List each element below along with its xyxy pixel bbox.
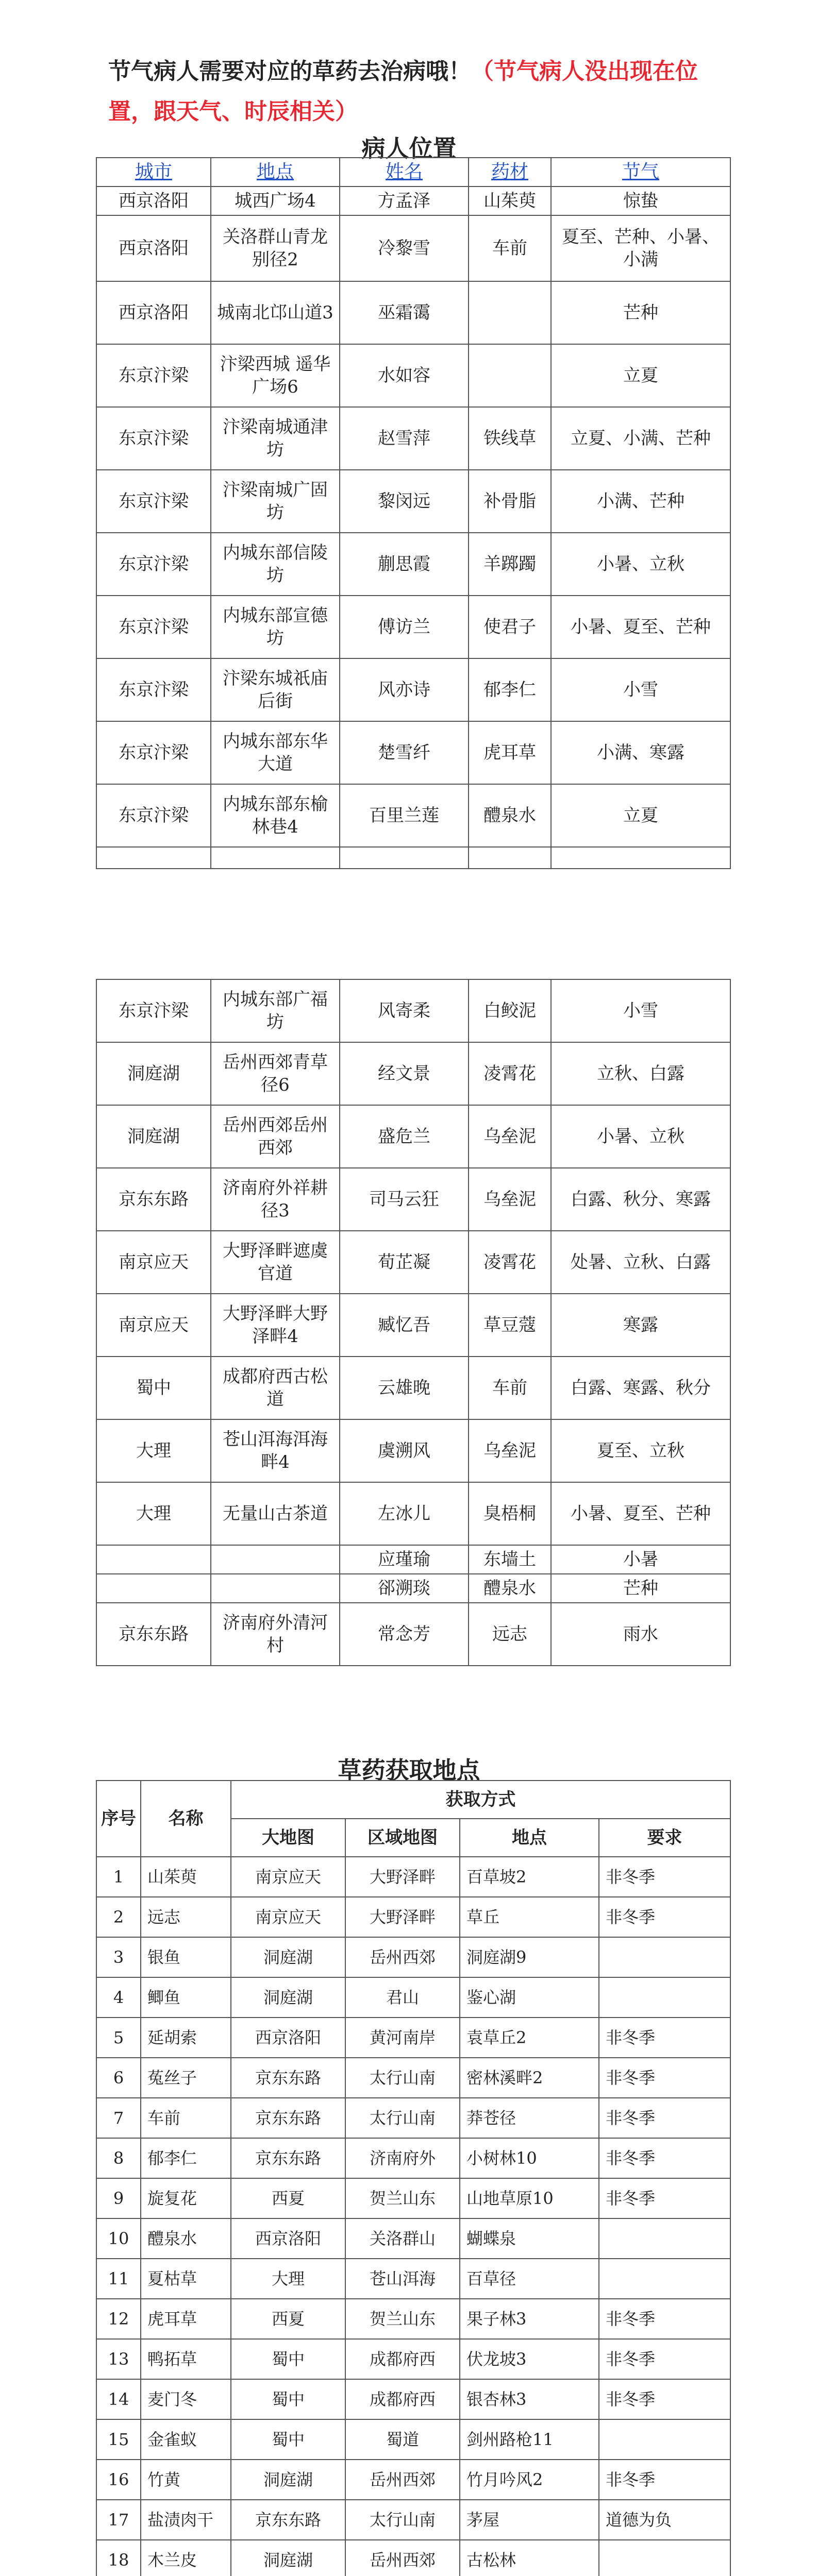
cell-place: 内城东部东华大道 (211, 721, 340, 784)
cell-number: 18 (96, 2540, 141, 2576)
cell-patient-name: 风寄柔 (340, 979, 469, 1042)
table-row (96, 470, 730, 533)
cell-big-map: 京东东路 (231, 2098, 345, 2138)
cell-herb (469, 281, 551, 344)
cell-patient-name: 水如容 (340, 344, 469, 407)
cell-patient-name: 荀芷凝 (340, 1231, 469, 1294)
table-row (96, 1482, 730, 1545)
cell-location: 剑州路枪11 (460, 2419, 599, 2460)
cell-number: 6 (96, 2058, 141, 2098)
table-row (96, 784, 730, 847)
cell-herb-name: 旋复花 (141, 2178, 231, 2218)
cell-location: 山地草原10 (460, 2178, 599, 2218)
table-row (96, 2299, 730, 2339)
cell-solar-term: 小雪 (551, 658, 730, 721)
cell-place: 关洛群山青龙别径2 (211, 215, 340, 281)
cell-herb-name: 车前 (141, 2098, 231, 2138)
cell-place: 岳州西郊青草径6 (211, 1042, 340, 1105)
cell-city: 南京应天 (96, 1294, 211, 1357)
cell-place: 成都府西古松道 (211, 1357, 340, 1419)
table-row (96, 2379, 730, 2419)
cell-requirement (599, 2259, 730, 2299)
cell-herb: 白鲛泥 (469, 979, 551, 1042)
cell-requirement: 非冬季 (599, 2098, 730, 2138)
table-row (96, 2138, 730, 2178)
cell-city: 京东东路 (96, 1603, 211, 1666)
table-row (96, 2339, 730, 2379)
cell-patient-name: 虞溯风 (340, 1419, 469, 1482)
header-place: 地点 (211, 158, 340, 187)
cell-herb: 醴泉水 (469, 784, 551, 847)
cell-herb: 铁线草 (469, 407, 551, 470)
cell-herb: 虎耳草 (469, 721, 551, 784)
cell-place (211, 1545, 340, 1574)
table-row (96, 2419, 730, 2460)
cell-herb-name: 竹黄 (141, 2460, 231, 2500)
cell-patient-name: 左冰儿 (340, 1482, 469, 1545)
cell-herb: 醴泉水 (469, 1574, 551, 1603)
cell-big-map: 西夏 (231, 2299, 345, 2339)
cell-solar-term: 夏至、立秋 (551, 1419, 730, 1482)
cell-place: 内城东部广福坊 (211, 979, 340, 1042)
cell-region-map: 大野泽畔 (345, 1897, 460, 1937)
intro-note (108, 52, 706, 132)
patient-location-caption: 病人位置 (361, 134, 457, 162)
cell-big-map: 西京洛阳 (231, 2218, 345, 2259)
cell-place: 苍山洱海洱海畔4 (211, 1419, 340, 1482)
table-row (96, 596, 730, 658)
table-row (96, 658, 730, 721)
cell-patient-name: 冷黎雪 (340, 215, 469, 281)
patient-location-table-part2 (96, 979, 731, 1666)
cell-location: 茅屋 (460, 2500, 599, 2540)
header-herb-name: 名称 (141, 1781, 231, 1857)
table-row (96, 344, 730, 407)
cell-city (96, 1545, 211, 1574)
cell-herb-name: 鲫鱼 (141, 1977, 231, 2018)
table-row (96, 847, 730, 869)
cell-place: 济南府外祥耕径3 (211, 1168, 340, 1231)
table-header-row (96, 1781, 730, 1819)
cell-big-map: 西夏 (231, 2178, 345, 2218)
cell-solar-term: 小暑、夏至、芒种 (551, 1482, 730, 1545)
cell-solar-term: 惊蛰 (551, 187, 730, 215)
cell-place: 大野泽畔大野泽畔4 (211, 1294, 340, 1357)
cell-city: 大理 (96, 1482, 211, 1545)
cell-solar-term: 处暑、立秋、白露 (551, 1231, 730, 1294)
cell-location: 鉴心湖 (460, 1977, 599, 2018)
cell-requirement (599, 2540, 730, 2576)
table-row (96, 1574, 730, 1603)
cell-city: 东京汴梁 (96, 533, 211, 596)
cell-patient-name: 云雄晚 (340, 1357, 469, 1419)
cell-solar-term: 白露、秋分、寒露 (551, 1168, 730, 1231)
cell-number: 17 (96, 2500, 141, 2540)
cell-big-map: 大理 (231, 2259, 345, 2299)
cell-number: 15 (96, 2419, 141, 2460)
cell-place: 济南府外清河村 (211, 1603, 340, 1666)
cell-herb: 东墙土 (469, 1545, 551, 1574)
cell-patient-name: 应瑾瑜 (340, 1545, 469, 1574)
cell-city: 东京汴梁 (96, 470, 211, 533)
cell-patient-name: 巫霜霭 (340, 281, 469, 344)
cell-region-map: 贺兰山东 (345, 2299, 460, 2339)
cell-location: 密林溪畔2 (460, 2058, 599, 2098)
cell-number: 10 (96, 2218, 141, 2259)
cell-city: 洞庭湖 (96, 1105, 211, 1168)
cell-herb-name: 盐渍肉干 (141, 2500, 231, 2540)
cell-solar-term (551, 847, 730, 869)
cell-region-map: 关洛群山 (345, 2218, 460, 2259)
cell-patient-name: 司马云狂 (340, 1168, 469, 1231)
table-row (96, 2259, 730, 2299)
cell-patient-name (340, 847, 469, 869)
cell-city: 西京洛阳 (96, 187, 211, 215)
cell-patient-name: 臧忆吾 (340, 1294, 469, 1357)
cell-big-map: 京东东路 (231, 2138, 345, 2178)
cell-number: 5 (96, 2018, 141, 2058)
cell-herb-name: 延胡索 (141, 2018, 231, 2058)
table-row (96, 2058, 730, 2098)
table-row (96, 1231, 730, 1294)
cell-requirement: 非冬季 (599, 2058, 730, 2098)
cell-requirement: 道德为负 (599, 2500, 730, 2540)
cell-big-map: 蜀中 (231, 2339, 345, 2379)
cell-city: 东京汴梁 (96, 784, 211, 847)
cell-place (211, 1574, 340, 1603)
header-number: 序号 (96, 1781, 141, 1857)
cell-place: 汴梁南城广固坊 (211, 470, 340, 533)
cell-herb: 臭梧桐 (469, 1482, 551, 1545)
cell-place: 内城东部宣德坊 (211, 596, 340, 658)
cell-city: 东京汴梁 (96, 344, 211, 407)
herb-source-caption: 草药获取地点 (338, 1756, 480, 1784)
table-row (96, 721, 730, 784)
cell-big-map: 洞庭湖 (231, 1977, 345, 2018)
cell-patient-name: 郤溯琰 (340, 1574, 469, 1603)
cell-solar-term: 立夏、小满、芒种 (551, 407, 730, 470)
cell-herb-name: 银鱼 (141, 1937, 231, 1977)
cell-herb: 车前 (469, 215, 551, 281)
cell-herb (469, 344, 551, 407)
header-requirement: 要求 (599, 1819, 730, 1857)
cell-solar-term: 芒种 (551, 1574, 730, 1603)
cell-herb-name: 山茱萸 (141, 1857, 231, 1897)
table-row (96, 1294, 730, 1357)
cell-place: 城西广场4 (211, 187, 340, 215)
cell-place: 城南北邙山道3 (211, 281, 340, 344)
table-row (96, 407, 730, 470)
cell-solar-term: 小暑、立秋 (551, 533, 730, 596)
table-row (96, 2018, 730, 2058)
cell-region-map: 太行山南 (345, 2500, 460, 2540)
cell-number: 8 (96, 2138, 141, 2178)
cell-herb-name: 金雀蚁 (141, 2419, 231, 2460)
cell-number: 9 (96, 2178, 141, 2218)
cell-solar-term: 立夏 (551, 784, 730, 847)
cell-city: 京东东路 (96, 1168, 211, 1231)
cell-herb: 远志 (469, 1603, 551, 1666)
cell-city (96, 847, 211, 869)
cell-big-map: 京东东路 (231, 2058, 345, 2098)
cell-patient-name: 经文景 (340, 1042, 469, 1105)
cell-herb: 凌霄花 (469, 1231, 551, 1294)
cell-patient-name: 盛危兰 (340, 1105, 469, 1168)
table-row (96, 1105, 730, 1168)
cell-herb: 乌垒泥 (469, 1419, 551, 1482)
cell-city: 东京汴梁 (96, 979, 211, 1042)
cell-herb: 乌垒泥 (469, 1105, 551, 1168)
cell-region-map: 苍山洱海 (345, 2259, 460, 2299)
cell-number: 13 (96, 2339, 141, 2379)
cell-requirement (599, 2218, 730, 2259)
header-location: 地点 (460, 1819, 599, 1857)
cell-location: 草丘 (460, 1897, 599, 1937)
table-row (96, 1977, 730, 2018)
cell-herb-name: 醴泉水 (141, 2218, 231, 2259)
cell-solar-term: 芒种 (551, 281, 730, 344)
cell-city: 东京汴梁 (96, 407, 211, 470)
table-row (96, 1419, 730, 1482)
cell-solar-term: 小雪 (551, 979, 730, 1042)
cell-herb: 车前 (469, 1357, 551, 1419)
cell-requirement: 非冬季 (599, 2460, 730, 2500)
cell-solar-term: 白露、寒露、秋分 (551, 1357, 730, 1419)
table-row (96, 1937, 730, 1977)
cell-big-map: 蜀中 (231, 2379, 345, 2419)
header-herb: 药材 (469, 158, 551, 187)
cell-place (211, 847, 340, 869)
cell-location: 蝴蝶泉 (460, 2218, 599, 2259)
table-row (96, 2460, 730, 2500)
cell-city: 蜀中 (96, 1357, 211, 1419)
cell-place: 汴梁东城祇庙后街 (211, 658, 340, 721)
cell-number: 11 (96, 2259, 141, 2299)
cell-number: 16 (96, 2460, 141, 2500)
cell-requirement: 非冬季 (599, 2379, 730, 2419)
cell-city: 洞庭湖 (96, 1042, 211, 1105)
cell-requirement: 非冬季 (599, 1897, 730, 1937)
cell-herb-name: 麦门冬 (141, 2379, 231, 2419)
header-solar-term: 节气 (551, 158, 730, 187)
cell-region-map: 岳州西郊 (345, 2540, 460, 2576)
cell-patient-name: 蒯思霞 (340, 533, 469, 596)
cell-herb: 使君子 (469, 596, 551, 658)
table-row (96, 979, 730, 1042)
cell-region-map: 君山 (345, 1977, 460, 2018)
cell-solar-term: 立秋、白露 (551, 1042, 730, 1105)
cell-number: 3 (96, 1937, 141, 1977)
cell-solar-term: 小暑 (551, 1545, 730, 1574)
cell-solar-term: 小暑、立秋 (551, 1105, 730, 1168)
cell-herb-name: 木兰皮 (141, 2540, 231, 2576)
cell-number: 2 (96, 1897, 141, 1937)
cell-big-map: 西京洛阳 (231, 2018, 345, 2058)
cell-place: 汴梁西城 遥华广场6 (211, 344, 340, 407)
cell-region-map: 成都府西 (345, 2339, 460, 2379)
cell-patient-name: 楚雪纤 (340, 721, 469, 784)
table-row (96, 1042, 730, 1105)
intro-text: 节气病人需要对应的草药去治病哦！ (108, 58, 471, 84)
cell-city: 大理 (96, 1419, 211, 1482)
intro-warning: （节气病人没出现在位置，跟天气、时辰相关） (108, 58, 698, 125)
header-region-map: 区域地图 (345, 1819, 460, 1857)
cell-city: 东京汴梁 (96, 658, 211, 721)
table-row (96, 2500, 730, 2540)
header-method: 获取方式 (231, 1781, 730, 1819)
cell-solar-term: 小暑、夏至、芒种 (551, 596, 730, 658)
cell-region-map: 贺兰山东 (345, 2178, 460, 2218)
table-row (96, 533, 730, 596)
cell-patient-name: 方孟泽 (340, 187, 469, 215)
cell-herb (469, 847, 551, 869)
header-big-map: 大地图 (231, 1819, 345, 1857)
table-row (96, 2178, 730, 2218)
table-row (96, 187, 730, 215)
cell-herb: 羊踯躅 (469, 533, 551, 596)
cell-patient-name: 风亦诗 (340, 658, 469, 721)
cell-requirement (599, 2419, 730, 2460)
cell-solar-term: 立夏 (551, 344, 730, 407)
cell-location: 莽苍径 (460, 2098, 599, 2138)
cell-city (96, 1574, 211, 1603)
cell-herb-name: 郁李仁 (141, 2138, 231, 2178)
cell-region-map: 成都府西 (345, 2379, 460, 2419)
table-row (96, 2540, 730, 2576)
cell-herb-name: 鸭拓草 (141, 2339, 231, 2379)
herb-source-table (96, 1780, 731, 2576)
cell-solar-term: 夏至、芒种、小暑、小满 (551, 215, 730, 281)
cell-region-map: 太行山南 (345, 2058, 460, 2098)
cell-requirement (599, 1977, 730, 2018)
cell-herb: 草豆蔻 (469, 1294, 551, 1357)
cell-requirement (599, 1937, 730, 1977)
cell-big-map: 京东东路 (231, 2500, 345, 2540)
cell-location: 银杏林3 (460, 2379, 599, 2419)
cell-herb: 乌垒泥 (469, 1168, 551, 1231)
cell-location: 竹月吟风2 (460, 2460, 599, 2500)
cell-solar-term: 小满、芒种 (551, 470, 730, 533)
cell-city: 东京汴梁 (96, 721, 211, 784)
cell-patient-name: 百里兰莲 (340, 784, 469, 847)
cell-patient-name: 赵雪萍 (340, 407, 469, 470)
cell-city: 东京汴梁 (96, 596, 211, 658)
cell-requirement: 非冬季 (599, 2339, 730, 2379)
table-row (96, 2218, 730, 2259)
cell-place: 大野泽畔遮虞官道 (211, 1231, 340, 1294)
cell-place: 内城东部东榆林巷4 (211, 784, 340, 847)
cell-city: 南京应天 (96, 1231, 211, 1294)
cell-place: 岳州西郊岳州西郊 (211, 1105, 340, 1168)
table-row (96, 1545, 730, 1574)
table-row (96, 281, 730, 344)
cell-location: 百草坡2 (460, 1857, 599, 1897)
cell-location: 洞庭湖9 (460, 1937, 599, 1977)
cell-big-map: 洞庭湖 (231, 1937, 345, 1977)
cell-solar-term: 雨水 (551, 1603, 730, 1666)
cell-patient-name: 黎闵远 (340, 470, 469, 533)
cell-herb: 补骨脂 (469, 470, 551, 533)
cell-region-map: 济南府外 (345, 2138, 460, 2178)
cell-big-map: 南京应天 (231, 1857, 345, 1897)
cell-number: 1 (96, 1857, 141, 1897)
cell-patient-name: 傅访兰 (340, 596, 469, 658)
cell-solar-term: 寒露 (551, 1294, 730, 1357)
header-city: 城市 (96, 158, 211, 187)
table-header-row (96, 158, 730, 187)
cell-location: 古松林 (460, 2540, 599, 2576)
cell-requirement: 非冬季 (599, 2138, 730, 2178)
cell-city: 西京洛阳 (96, 215, 211, 281)
cell-place: 无量山古茶道 (211, 1482, 340, 1545)
cell-region-map: 岳州西郊 (345, 2460, 460, 2500)
cell-region-map: 大野泽畔 (345, 1857, 460, 1897)
header-name: 姓名 (340, 158, 469, 187)
cell-requirement: 非冬季 (599, 2299, 730, 2339)
cell-patient-name: 常念芳 (340, 1603, 469, 1666)
cell-city: 西京洛阳 (96, 281, 211, 344)
cell-herb-name: 菟丝子 (141, 2058, 231, 2098)
table-row (96, 1357, 730, 1419)
cell-number: 4 (96, 1977, 141, 2018)
cell-location: 伏龙坡3 (460, 2339, 599, 2379)
cell-location: 百草径 (460, 2259, 599, 2299)
cell-herb: 凌霄花 (469, 1042, 551, 1105)
patient-location-table-part1 (96, 157, 731, 869)
table-row (96, 2098, 730, 2138)
cell-place: 内城东部信陵坊 (211, 533, 340, 596)
table-row (96, 215, 730, 281)
cell-place: 汴梁南城通津坊 (211, 407, 340, 470)
cell-region-map: 岳州西郊 (345, 1937, 460, 1977)
table-row (96, 1857, 730, 1897)
table-row (96, 1897, 730, 1937)
cell-requirement: 非冬季 (599, 2178, 730, 2218)
cell-herb: 山茱萸 (469, 187, 551, 215)
cell-number: 14 (96, 2379, 141, 2419)
cell-location: 果子林3 (460, 2299, 599, 2339)
cell-location: 袁草丘2 (460, 2018, 599, 2058)
cell-big-map: 蜀中 (231, 2419, 345, 2460)
cell-region-map: 蜀道 (345, 2419, 460, 2460)
cell-region-map: 黄河南岸 (345, 2018, 460, 2058)
cell-herb-name: 虎耳草 (141, 2299, 231, 2339)
cell-number: 7 (96, 2098, 141, 2138)
cell-herb-name: 远志 (141, 1897, 231, 1937)
cell-herb-name: 夏枯草 (141, 2259, 231, 2299)
cell-solar-term: 小满、寒露 (551, 721, 730, 784)
cell-region-map: 太行山南 (345, 2098, 460, 2138)
cell-number: 12 (96, 2299, 141, 2339)
cell-herb: 郁李仁 (469, 658, 551, 721)
cell-big-map: 洞庭湖 (231, 2540, 345, 2576)
cell-requirement: 非冬季 (599, 1857, 730, 1897)
cell-requirement: 非冬季 (599, 2018, 730, 2058)
cell-big-map: 南京应天 (231, 1897, 345, 1937)
cell-location: 小树林10 (460, 2138, 599, 2178)
table-row (96, 1168, 730, 1231)
cell-big-map: 洞庭湖 (231, 2460, 345, 2500)
table-row (96, 1603, 730, 1666)
